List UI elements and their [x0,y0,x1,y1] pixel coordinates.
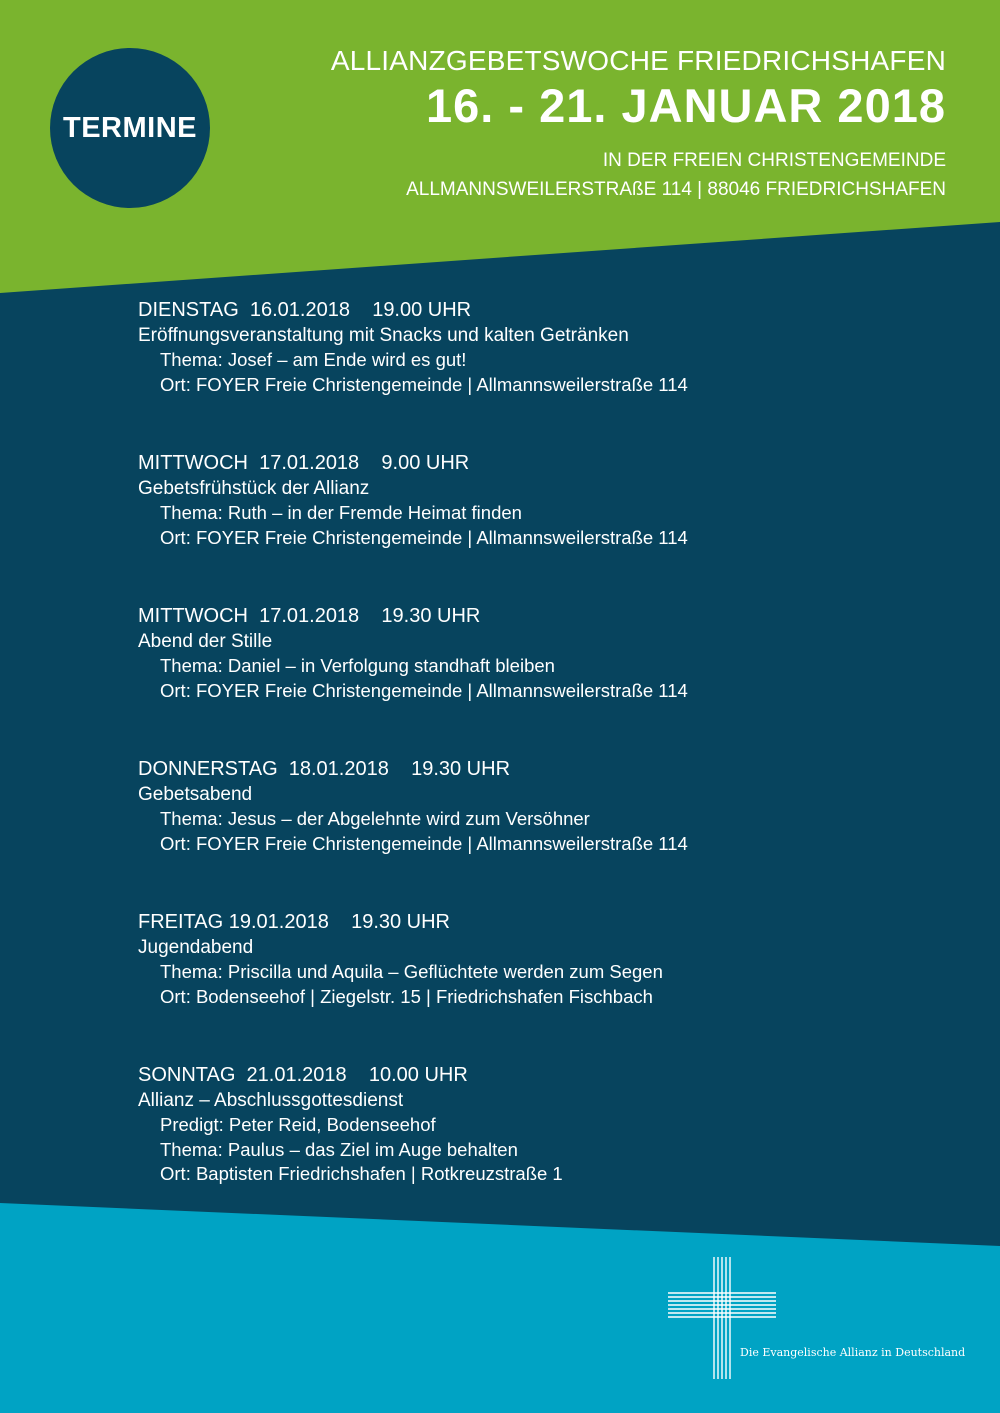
event-preacher: Predigt: Peter Reid, Bodenseehof [160,1114,436,1135]
event-place: Ort: Bodenseehof | Ziegelstr. 15 | Friedrichshafen Fischbach [160,985,653,1007]
event-item [138,450,958,603]
event-place: Ort: FOYER Freie Christengemeinde | Allmannsweilerstraße 114 [160,832,688,854]
event-date-range: 16. - 21. JANUAR 2018 [426,79,946,132]
event-title: Jugendabend [138,937,254,958]
event-heading: DONNERSTAG 18.01.2018 19.30 UHR [138,758,511,780]
event-item [138,1062,958,1215]
allianz-cross-icon [666,1255,956,1381]
location-line-2: ALLMANNSWEILERSTRAßE 114 | 88046 FRIEDRICHSHAFEN [406,179,946,200]
event-item [138,603,958,756]
event-theme: Thema: Josef – am Ende wird es gut! [160,349,467,370]
allianz-logo-text: Die Evangelische Allianz in Deutschland [740,1346,966,1359]
badge-label: TERMINE [63,111,197,144]
event-title: Allianz – Abschlussgottesdienst [138,1090,404,1111]
event-theme: Thema: Paulus – das Ziel im Auge behalten [160,1138,518,1160]
event-title: Eröffnungsveranstaltung mit Snacks und kalten Getränken [138,325,629,346]
location-line-1: IN DER FREIEN CHRISTENGEMEINDE [602,150,946,171]
event-theme: Thema: Jesus – der Abgelehnte wird zum Versöhner [160,808,590,829]
event-item [138,297,958,450]
event-theme: Thema: Ruth – in der Fremde Heimat finden [160,502,522,523]
event-heading: SONNTAG 21.01.2018 10.00 UHR [138,1064,468,1086]
event-place: Ort: FOYER Freie Christengemeinde | Allmannsweilerstraße 114 [160,526,688,548]
event-heading: DIENSTAG 16.01.2018 19.00 UHR [138,299,472,321]
event-list [138,297,958,1215]
event-heading: FREITAG 19.01.2018 19.30 UHR [138,911,451,933]
event-item [138,756,958,909]
event-place: Ort: Baptisten Friedrichshafen | Rotkreuzstraße 1 [160,1163,563,1184]
event-title: Gebetsfrühstück der Allianz [138,478,370,499]
event-item [138,909,958,1062]
event-heading: MITTWOCH 17.01.2018 19.30 UHR [138,605,481,627]
event-title: Abend der Stille [138,631,273,652]
event-heading: MITTWOCH 17.01.2018 9.00 UHR [138,452,470,474]
event-theme: Thema: Daniel – in Verfolgung standhaft bleiben [160,655,555,676]
event-place: Ort: FOYER Freie Christengemeinde | Allmannsweilerstraße 114 [160,373,688,395]
event-title: Gebetsabend [138,784,253,805]
event-theme: Thema: Priscilla und Aquila – Geflüchtete werden zum Segen [160,961,663,982]
header [246,44,946,203]
event-place: Ort: FOYER Freie Christengemeinde | Allmannsweilerstraße 114 [160,679,688,701]
event-series-title: ALLIANZGEBETSWOCHE FRIEDRICHSHAFEN [330,45,946,76]
termine-badge [50,48,210,208]
